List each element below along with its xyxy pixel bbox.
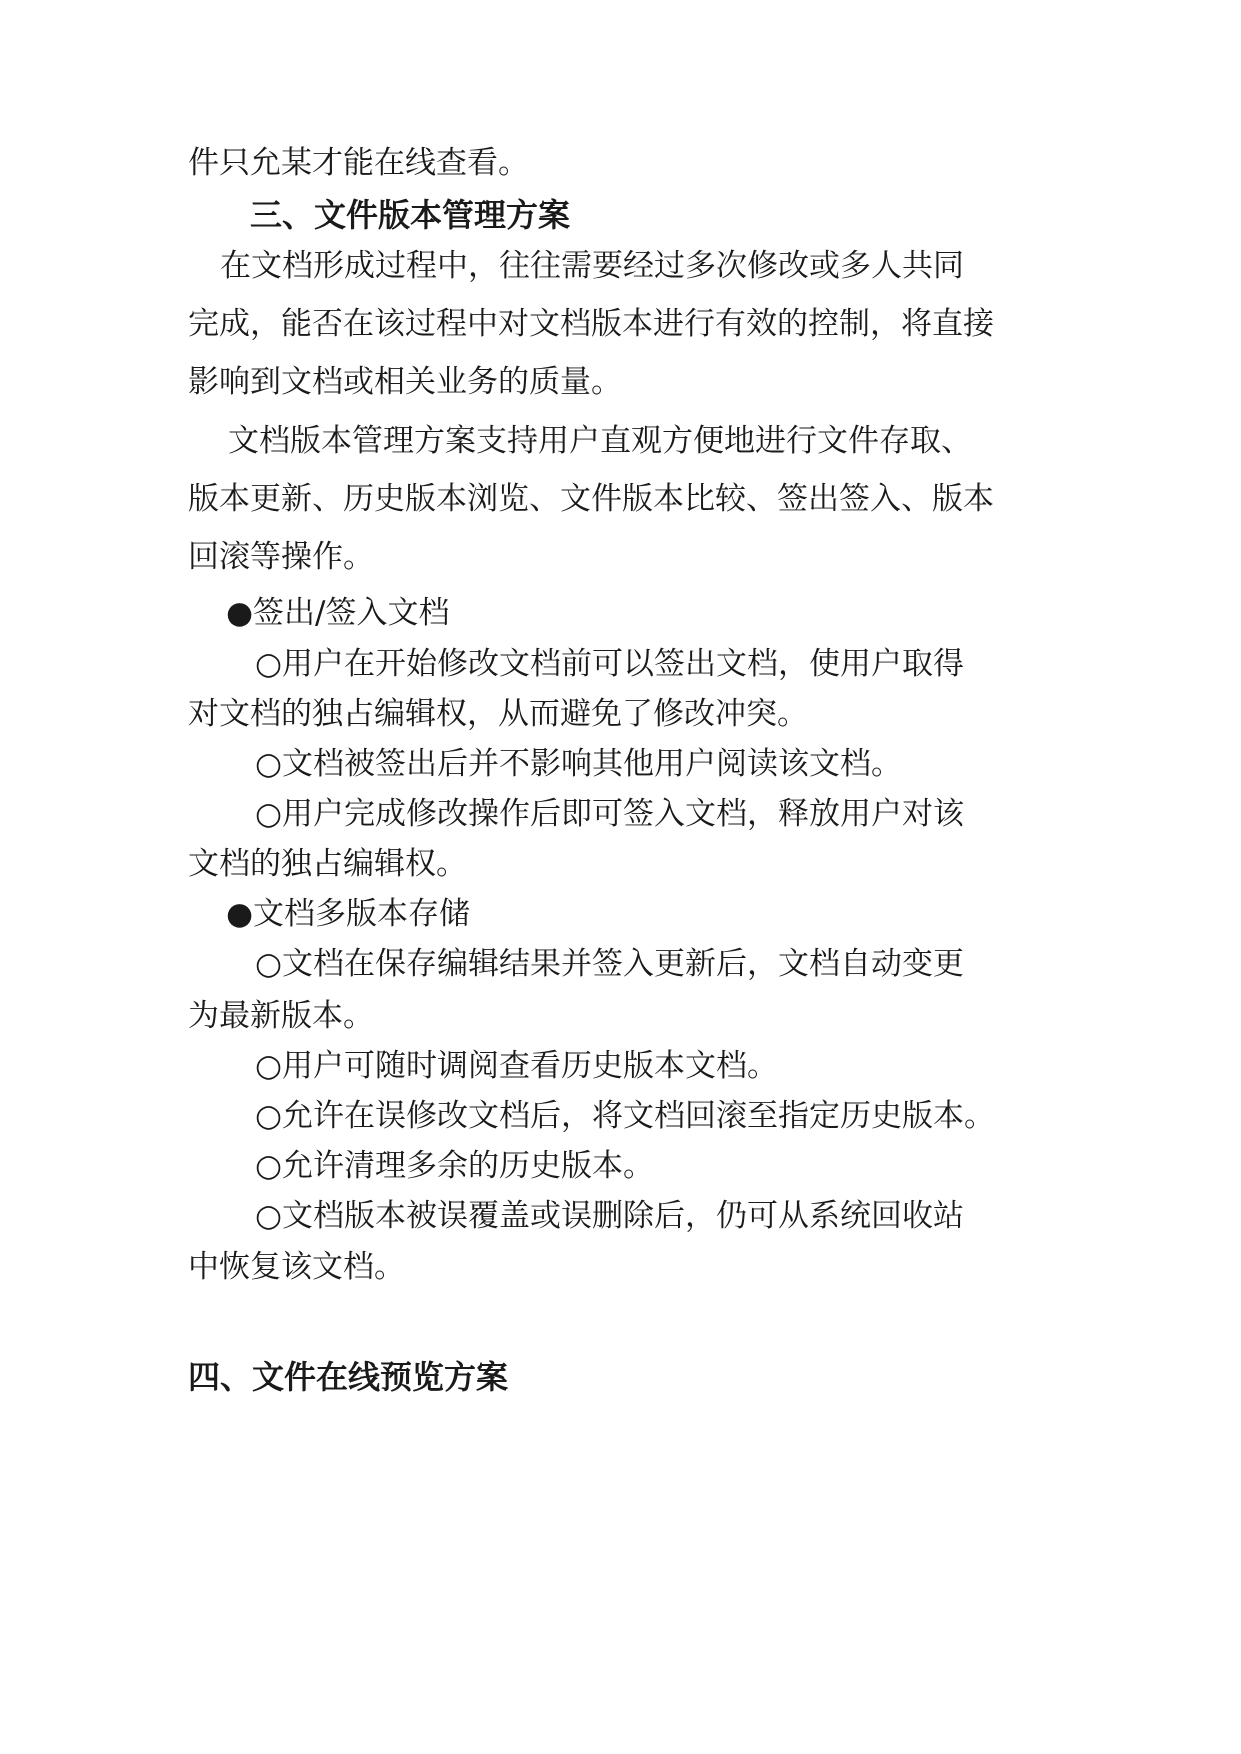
sub-bullet-item: ○文档版本被误覆盖或误删除后，仍可从系统回收站 [255, 1198, 965, 1234]
sub-bullet-item: ○文档被签出后并不影响其他用户阅读该文档。 [255, 746, 903, 782]
bullet-item: ●文档多版本存储 [226, 896, 471, 932]
paragraph-line: 影响到文档或相关业务的质量。 [188, 364, 622, 400]
sub-bullet-item: 对文档的独占编辑权，从而避免了修改冲突。 [188, 696, 808, 732]
section-heading: 四、文件在线预览方案 [188, 1358, 509, 1396]
sub-bullet-item: ○用户在开始修改文档前可以签出文档，使用户取得 [255, 646, 965, 682]
sub-bullet-item: 文档的独占编辑权。 [188, 846, 467, 882]
paragraph-line: 在文档形成过程中，往往需要经过多次修改或多人共同 [220, 248, 964, 284]
sub-bullet-item: ○允许清理多余的历史版本。 [255, 1148, 655, 1184]
paragraph-line: 版本更新、历史版本浏览、文件版本比较、签出签入、版本 [188, 481, 994, 517]
bullet-item: ●签出/签入文档 [226, 595, 450, 631]
sub-bullet-item: ○用户可随时调阅查看历史版本文档。 [255, 1048, 779, 1084]
sub-bullet-item: 中恢复该文档。 [188, 1249, 405, 1285]
section-heading: 三、文件版本管理方案 [250, 196, 571, 234]
paragraph-line: 完成，能否在该过程中对文档版本进行有效的控制，将直接 [188, 306, 994, 342]
paragraph-line: 文档版本管理方案支持用户直观方便地进行文件存取、 [228, 423, 972, 459]
paragraph-line: 件只允某才能在线查看。 [188, 145, 529, 181]
paragraph-line: 回滚等操作。 [188, 539, 374, 575]
sub-bullet-item: 为最新版本。 [188, 998, 374, 1034]
sub-bullet-item: ○文档在保存编辑结果并签入更新后，文档自动变更 [255, 946, 965, 982]
sub-bullet-item: ○用户完成修改操作后即可签入文档，释放用户对该 [255, 796, 965, 832]
sub-bullet-item: ○允许在误修改文档后，将文档回滚至指定历史版本。 [255, 1098, 996, 1134]
